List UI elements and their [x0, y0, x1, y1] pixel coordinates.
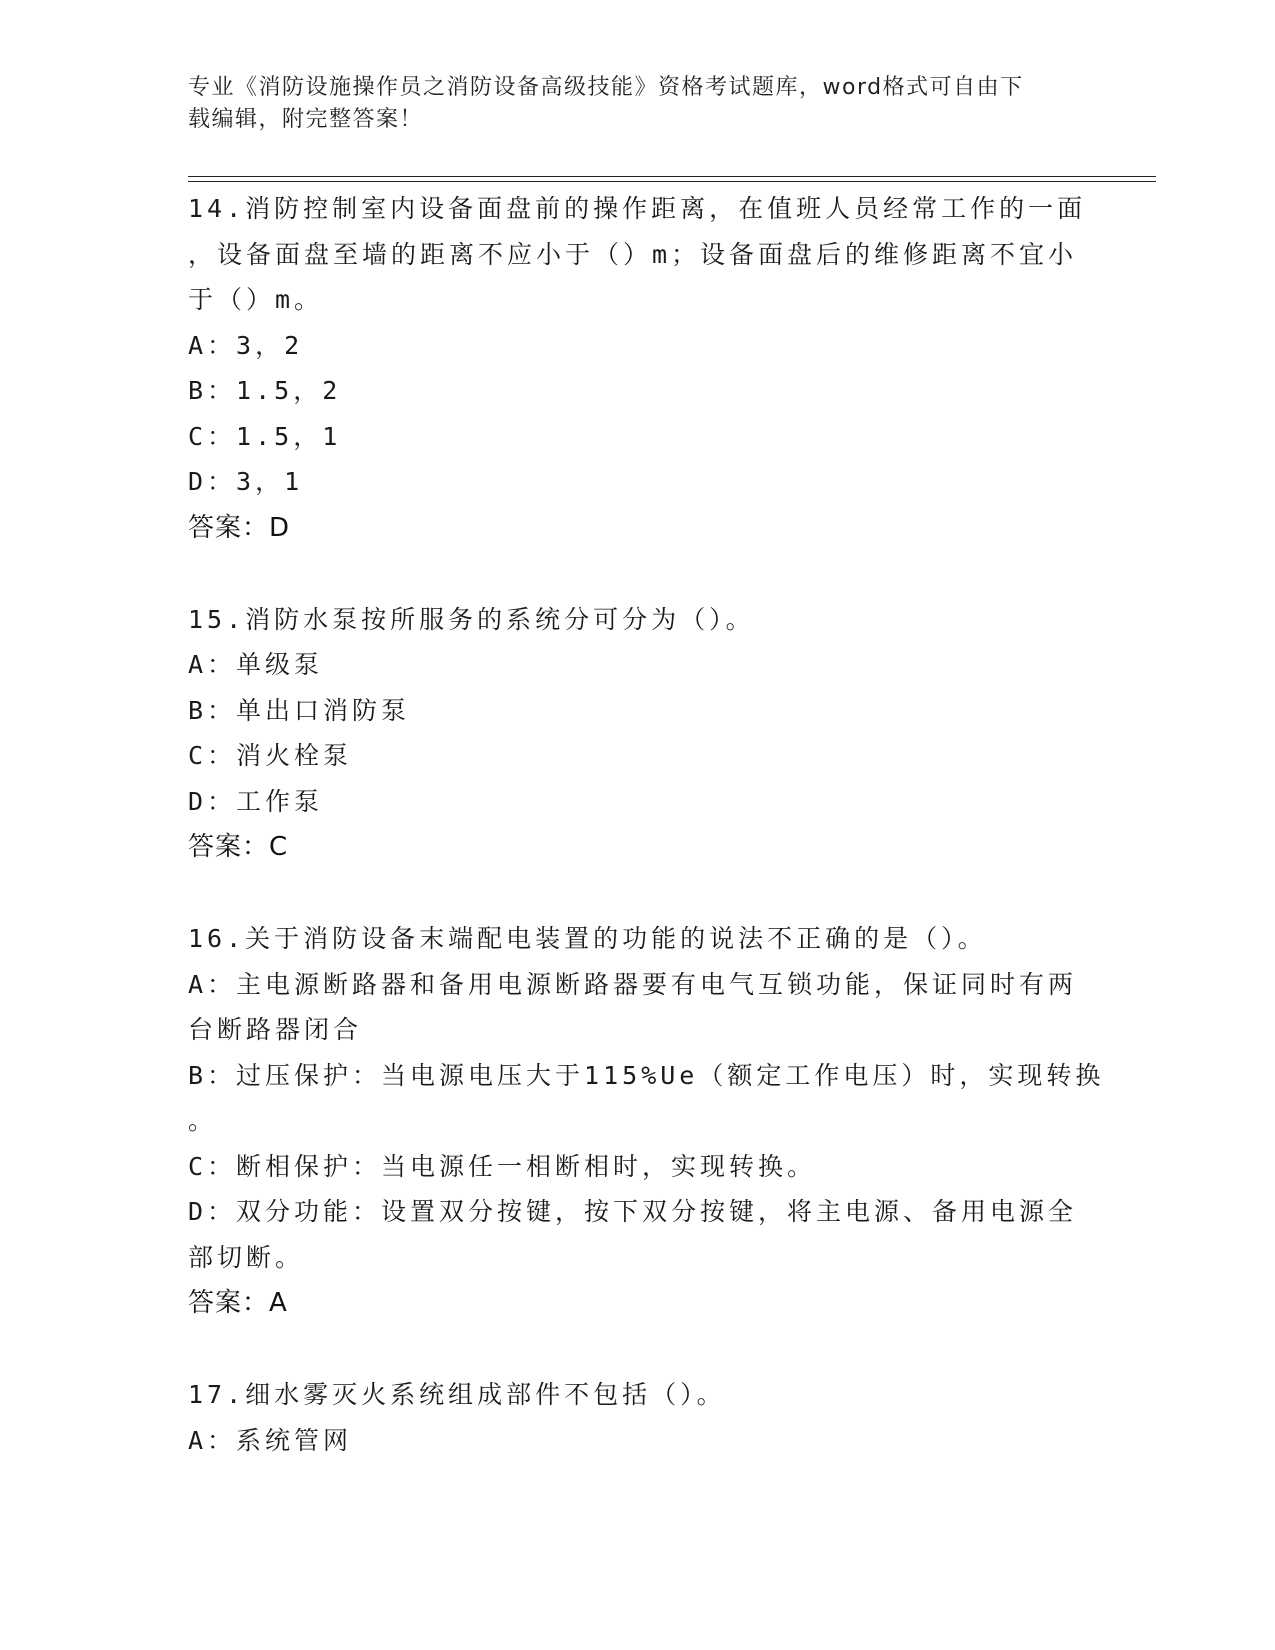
header-line-2: 载编辑，附完整答案！ — [188, 107, 424, 132]
option-b: B：过压保护：当电源电压大于115%Ue（额定工作电压）时，实现转换 — [188, 1060, 1105, 1090]
option-d: D：3，1 — [188, 467, 304, 496]
question-stem-line: ，设备面盘至墙的距离不应小于（）m；设备面盘后的维修距离不宜小 — [188, 239, 1078, 269]
option-b: B：单出口消防泵 — [188, 695, 411, 725]
document-header — [188, 72, 1088, 136]
question-stem-line: 15.消防水泵按所服务的系统分可分为（）。 — [188, 604, 755, 634]
header-divider-top — [188, 176, 1156, 177]
option-b-continued: 。 — [188, 1106, 218, 1135]
option-c: C：消火栓泵 — [188, 741, 353, 770]
option-d-continued: 部切断。 — [188, 1242, 305, 1272]
question-15 — [188, 597, 1088, 871]
option-a-continued: 台断路器闭合 — [188, 1015, 363, 1044]
question-17 — [188, 1372, 1088, 1463]
option-c: C：1.5，1 — [188, 421, 342, 451]
header-divider-bottom — [188, 181, 1156, 182]
option-a: A：主电源断路器和备用电源断路器要有电气互锁功能，保证同时有两 — [188, 969, 1078, 999]
question-16 — [188, 916, 1105, 1326]
answer-label: 答案：A — [188, 1288, 288, 1318]
answer-label: 答案：C — [188, 832, 289, 862]
question-stem-line: 17.细水雾灭火系统组成部件不包括（）。 — [188, 1380, 726, 1409]
question-stem-line: 14.消防控制室内设备面盘前的操作距离，在值班人员经常工作的一面 — [188, 194, 1087, 223]
option-a: A：系统管网 — [188, 1425, 353, 1455]
option-d: D：工作泵 — [188, 786, 324, 816]
header-line-1: 专业《消防设施操作员之消防设备高级技能》资格考试题库，word格式可自由下 — [188, 75, 1024, 100]
answer-label: 答案：D — [188, 512, 291, 543]
option-a: A：单级泵 — [188, 650, 324, 679]
question-stem-line: 于（）m。 — [188, 285, 324, 314]
question-list — [188, 186, 1105, 1509]
question-14 — [188, 186, 1088, 551]
option-d: D：双分功能：设置双分按键，按下双分按键，将主电源、备用电源全 — [188, 1197, 1078, 1226]
question-stem-line: 16.关于消防设备末端配电装置的功能的说法不正确的是（）。 — [188, 924, 987, 953]
option-c: C：断相保护：当电源任一相断相时，实现转换。 — [188, 1151, 817, 1181]
option-a: A：3，2 — [188, 330, 304, 360]
option-b: B：1.5，2 — [188, 376, 342, 405]
